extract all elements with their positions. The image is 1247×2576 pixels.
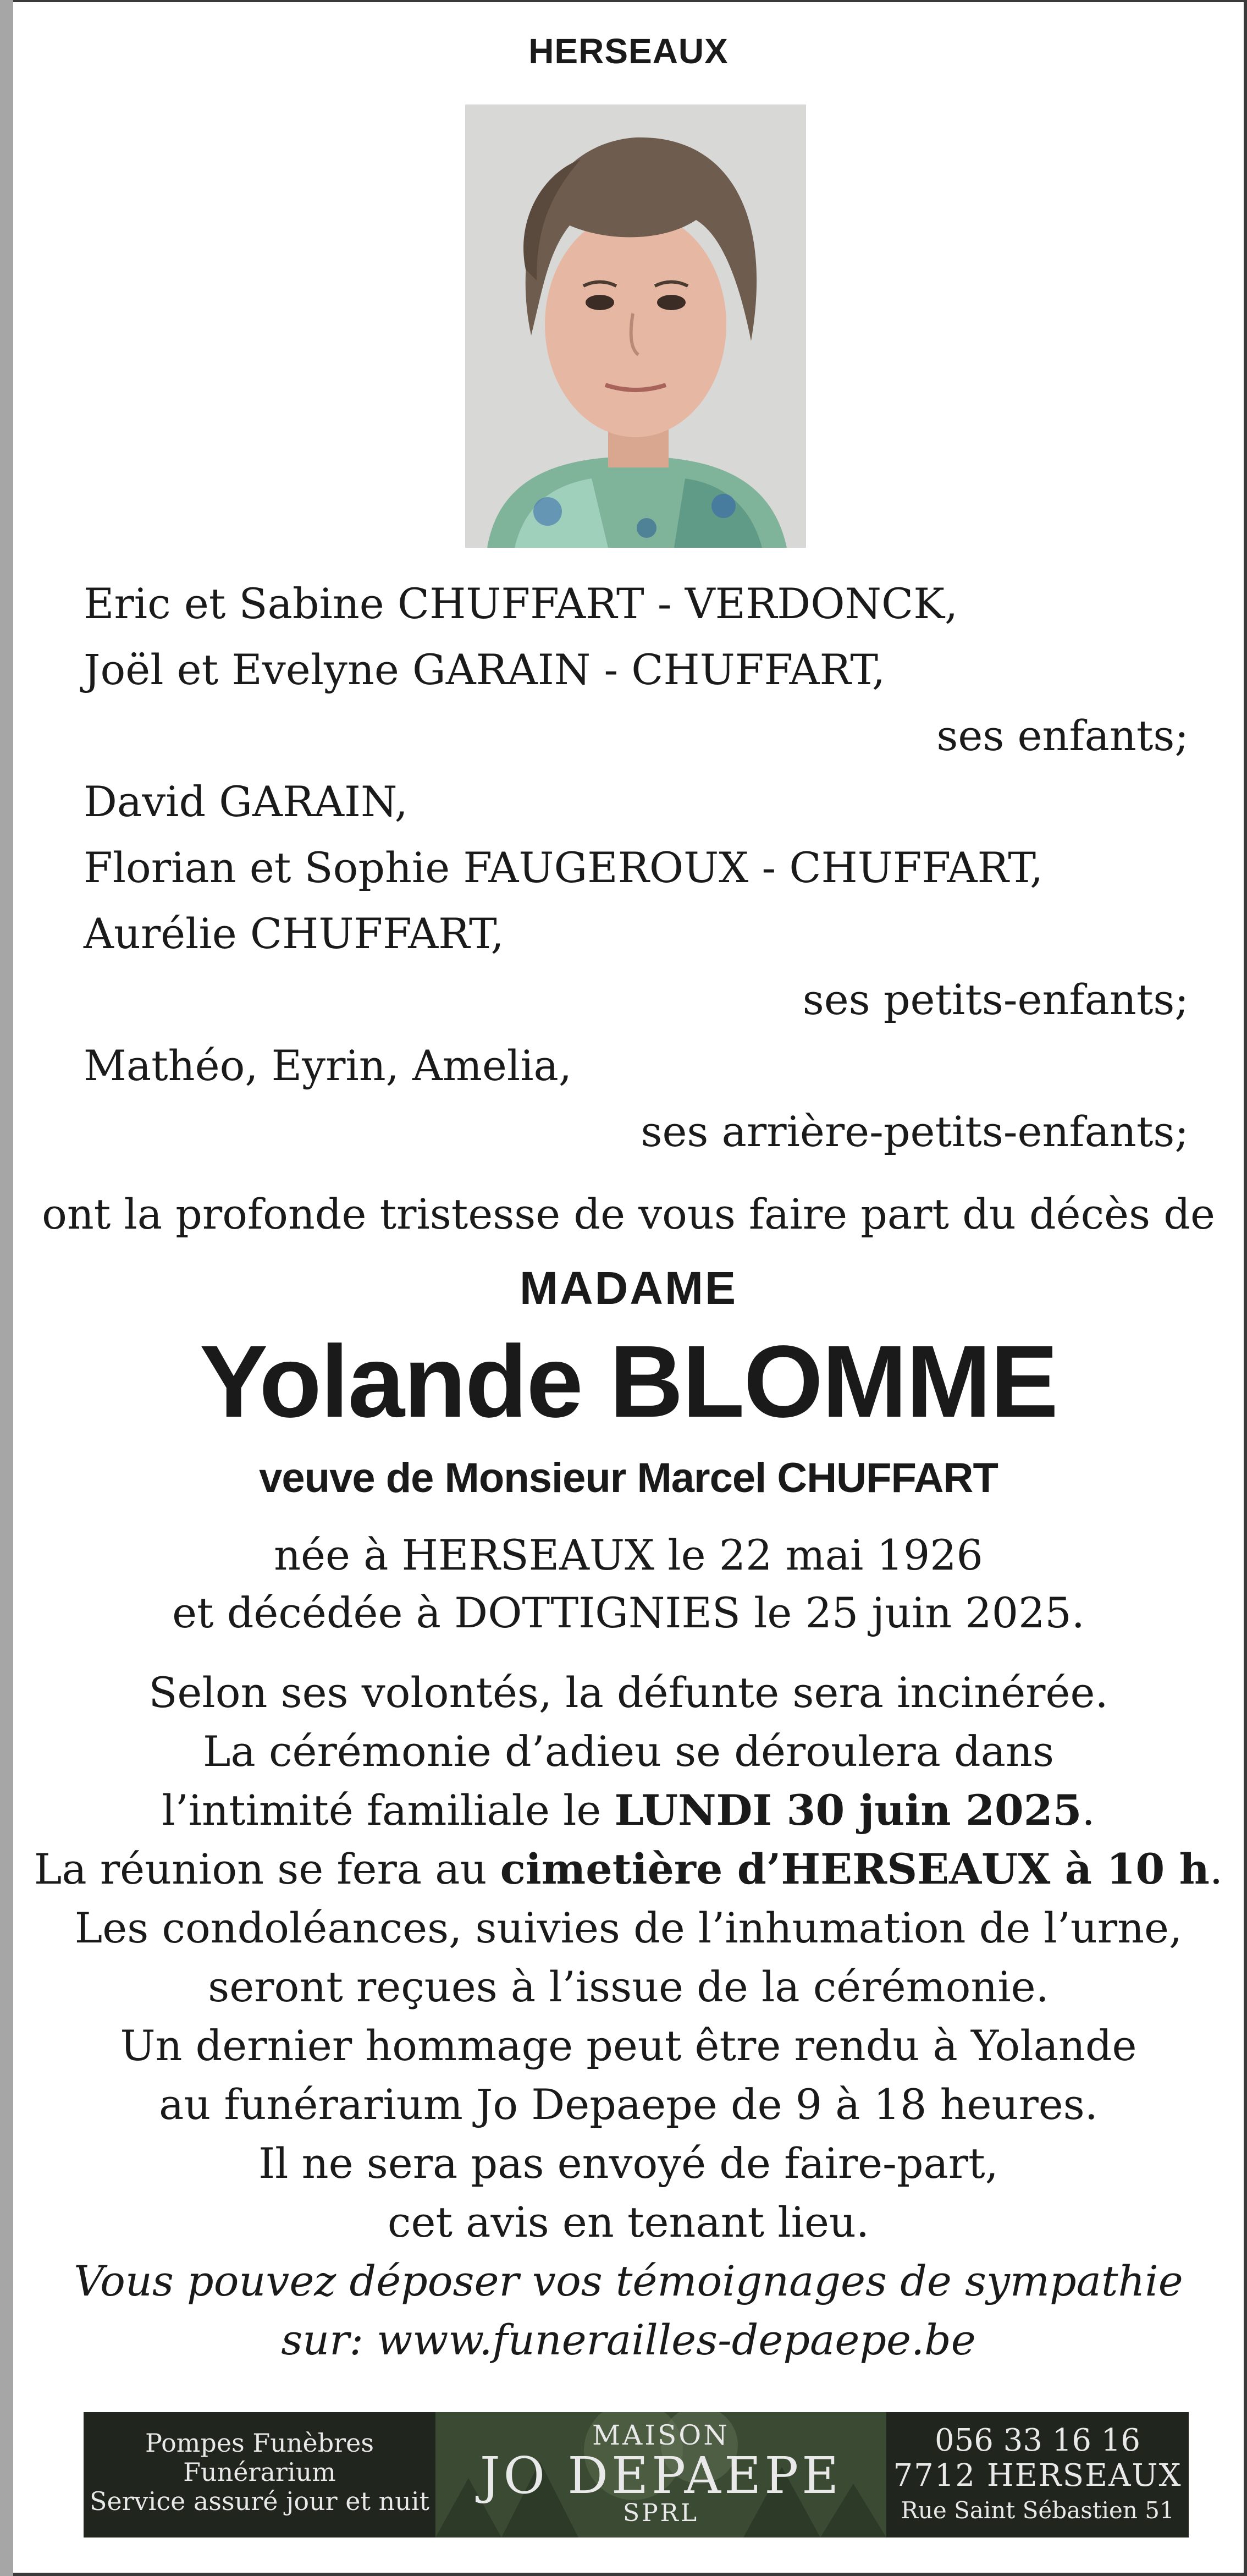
detail-line-11: Vous pouvez déposer vos témoignages de sympathie xyxy=(74,2256,1183,2305)
ceremony-date: LUNDI 30 juin 2025 xyxy=(614,1786,1082,1835)
birth-info: née à HERSEAUX le 22 mai 1926 xyxy=(274,1531,983,1579)
banner-street: Rue Saint Sébastien 51 xyxy=(901,2496,1174,2524)
family-line-grandchildren-2: Florian et Sophie FAUGEROUX - CHUFFART, xyxy=(84,843,1044,892)
detail-line-9: Il ne sera pas envoyé de faire-part, xyxy=(258,2139,998,2188)
meeting-place: cimetière d’HERSEAUX à 10 h xyxy=(500,1845,1210,1894)
right-border xyxy=(1244,0,1247,2576)
detail-line-3 xyxy=(13,1786,1244,1835)
detail-line-7: Un dernier hommage peut être rendu à Yolande xyxy=(120,2021,1137,2070)
top-border xyxy=(13,0,1247,2)
funeral-home-banner xyxy=(84,2412,1189,2538)
banner-left-line-2: Funérarium xyxy=(183,2457,336,2487)
widow-of: veuve de Monsieur Marcel CHUFFART xyxy=(259,1455,998,1501)
banner-brand-sub: SPRL xyxy=(622,2498,699,2527)
banner-phone: 056 33 16 16 xyxy=(934,2423,1141,2458)
family-line-children-2: Joël et Evelyne GARAIN - CHUFFART, xyxy=(84,645,886,694)
role-children: ses enfants; xyxy=(936,711,1189,760)
family-line-grandchildren-3: Aurélie CHUFFART, xyxy=(84,909,504,958)
detail-line-10: cet avis en tenant lieu. xyxy=(387,2198,870,2247)
detail-line-2: La cérémonie d’adieu se déroulera dans xyxy=(203,1727,1054,1776)
detail-line-8: au funérarium Jo Depaepe de 9 à 18 heures. xyxy=(159,2080,1098,2129)
detail-line-6: seront reçues à l’issue de la cérémonie. xyxy=(208,1962,1049,2011)
detail-line-4-text: La réunion se fera au xyxy=(34,1845,500,1894)
death-info: et décédée à DOTTIGNIES le 25 juin 2025. xyxy=(172,1588,1085,1637)
bottom-border xyxy=(13,2573,1247,2576)
detail-line-4-end: . xyxy=(1209,1845,1223,1894)
family-line-great-grandchildren: Mathéo, Eyrin, Amelia, xyxy=(84,1041,572,1090)
banner-city: 7712 HERSEAUX xyxy=(893,2458,1182,2494)
banner-left-line-3: Service assuré jour et nuit xyxy=(89,2486,430,2516)
banner-brand-name: JO DEPAEPE xyxy=(479,2446,842,2505)
website-line: sur: www.funerailles-depaepe.be xyxy=(281,2315,976,2364)
deceased-name: Yolande BLOMME xyxy=(200,1325,1057,1439)
detail-line-3-end: . xyxy=(1082,1786,1095,1835)
left-margin-bar xyxy=(0,0,13,2576)
family-line-grandchildren-1: David GARAIN, xyxy=(84,777,408,826)
family-line-children-1: Eric et Sabine CHUFFART - VERDONCK, xyxy=(84,579,958,628)
role-great-grandchildren: ses arrière-petits-enfants; xyxy=(641,1107,1189,1156)
role-grandchildren: ses petits-enfants; xyxy=(802,975,1189,1024)
portrait-illustration xyxy=(465,104,806,548)
detail-line-3-text: l’intimité familiale le xyxy=(162,1786,615,1835)
banner-left-line-1: Pompes Funèbres xyxy=(145,2428,374,2458)
detail-line-4 xyxy=(13,1845,1244,1894)
detail-line-5: Les condoléances, suivies de l’inhumation de l’urne, xyxy=(74,1903,1183,1952)
town-heading: HERSEAUX xyxy=(528,31,729,71)
portrait-photo xyxy=(465,104,806,548)
banner-brand-top: MAISON xyxy=(592,2419,730,2451)
title-madame: MADAME xyxy=(520,1262,737,1314)
announcement-intro: ont la profonde tristesse de vous faire part du décès de xyxy=(42,1190,1215,1239)
detail-line-1: Selon ses volontés, la défunte sera incinérée. xyxy=(148,1668,1108,1717)
